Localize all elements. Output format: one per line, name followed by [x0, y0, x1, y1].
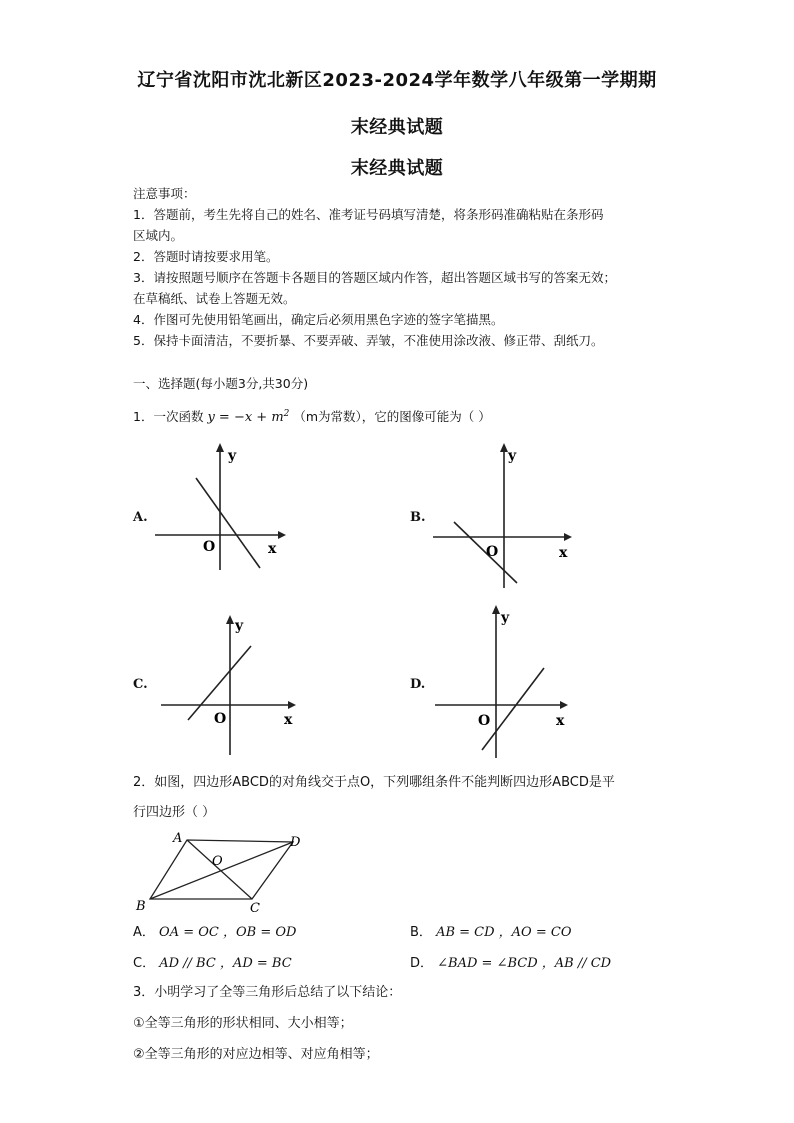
vertex-c-label: C: [250, 901, 260, 916]
y-axis-label: y: [228, 448, 237, 464]
option-text: OA = OC ，OB = OD: [159, 925, 297, 940]
x-axis-label: x: [556, 713, 565, 729]
vertex-b-label: B: [136, 899, 146, 914]
q1-exponent: 2: [283, 409, 290, 419]
option-label: A．: [133, 925, 155, 940]
x-axis-label: x: [268, 541, 277, 557]
question-2-stem-line1: 2．如图，四边形ABCD的对角线交于点O，下列哪组条件不能判断四边形ABCD是平: [133, 775, 615, 790]
q3-conclusion-1: ①全等三角形的形状相同、大小相等；: [133, 1016, 353, 1031]
q2-option-d[interactable]: [410, 952, 611, 971]
option-text: AB = CD ，AO = CO: [436, 925, 572, 940]
q3-conclusion-2: ②全等三角形的对应边相等、对应角相等；: [133, 1047, 379, 1062]
y-axis-arrow: [226, 615, 234, 624]
diagonal-bd: [150, 842, 293, 899]
option-text: AD // BC ，AD = BC: [159, 956, 292, 971]
page-title-line2: 末经典试题: [350, 117, 444, 138]
origin-label: O: [203, 539, 216, 555]
y-axis-arrow: [492, 605, 500, 614]
x-axis-label: x: [559, 545, 568, 561]
notice-line: 3．请按照题号顺序在答题卡各题目的答题区域内作答，超出答题区域书写的答案无效；: [133, 270, 616, 285]
y-axis-label: y: [501, 610, 510, 626]
graph-b-label: B.: [410, 510, 426, 525]
x-axis-label: x: [284, 712, 293, 728]
q1-suffix: （m为常数），它的图像可能为（ ）: [293, 409, 491, 425]
graph-d-label: D.: [410, 677, 426, 692]
vertex-a-label: A: [173, 831, 183, 846]
q2-option-a[interactable]: [133, 921, 296, 940]
option-label: C．: [133, 956, 156, 971]
x-axis-arrow: [288, 701, 296, 709]
page-title-line3: 末经典试题: [350, 158, 444, 179]
origin-label: O: [486, 544, 499, 560]
graph-b: [428, 440, 578, 590]
q2-option-b[interactable]: [410, 921, 571, 940]
notice-heading: 注意事项：: [133, 186, 196, 201]
diagonal-ac: [187, 840, 252, 899]
graph-d: [432, 600, 577, 760]
notice-line: 区域内。: [133, 228, 184, 243]
page-title-line1: 辽宁省沈阳市沈北新区2023-2024学年数学八年级第一学期期: [137, 70, 657, 91]
origin-label: O: [214, 711, 227, 727]
y-axis-arrow: [500, 443, 508, 452]
notice-line: 在草稿纸、试卷上答题无效。: [133, 291, 296, 306]
q2-option-c[interactable]: [133, 952, 292, 971]
x-axis-arrow: [560, 701, 568, 709]
option-text: ∠BAD = ∠BCD ，AB // CD: [437, 956, 612, 971]
vertex-d-label: D: [290, 835, 301, 850]
y-axis-label: y: [508, 448, 517, 464]
x-axis-arrow: [564, 533, 572, 541]
question-2-stem-line2: 行四边形（ ）: [133, 805, 216, 820]
graph-a: [150, 440, 290, 575]
q1-formula: y = −x + m: [207, 410, 284, 426]
notice-line: 4．作图可先使用铅笔画出，确定后必须用黑色字迹的签字笔描黑。: [133, 312, 504, 327]
graph-c: [158, 610, 303, 760]
graph-c-label: C.: [133, 677, 148, 692]
origin-label: O: [478, 713, 491, 729]
notice-line: 5．保持卡面清洁，不要折暴、不要弄破、弄皱，不准使用涂改液、修正带、刮纸刀。: [133, 333, 604, 348]
notice-line: 1．答题前，考生先将自己的姓名、准考证号码填写清楚，将条形码准确粘贴在条形码: [133, 207, 604, 222]
function-line: [188, 646, 251, 720]
center-o-label: O: [212, 854, 223, 869]
section-heading: 一、选择题(每小题3分,共30分): [133, 376, 309, 391]
y-axis-label: y: [235, 618, 244, 634]
notice-line: 2．答题时请按要求用笔。: [133, 249, 279, 264]
parallelogram-figure: [133, 828, 313, 918]
option-label: D．: [410, 956, 434, 971]
question-3-stem: 3．小明学习了全等三角形后总结了以下结论：: [133, 985, 402, 1000]
function-line: [482, 668, 544, 750]
y-axis-arrow: [216, 443, 224, 452]
graph-a-label: A.: [133, 510, 148, 525]
option-label: B．: [410, 925, 432, 940]
x-axis-arrow: [278, 531, 286, 539]
q1-prefix: 1．一次函数: [133, 409, 204, 425]
question-1-stem: [133, 405, 491, 427]
